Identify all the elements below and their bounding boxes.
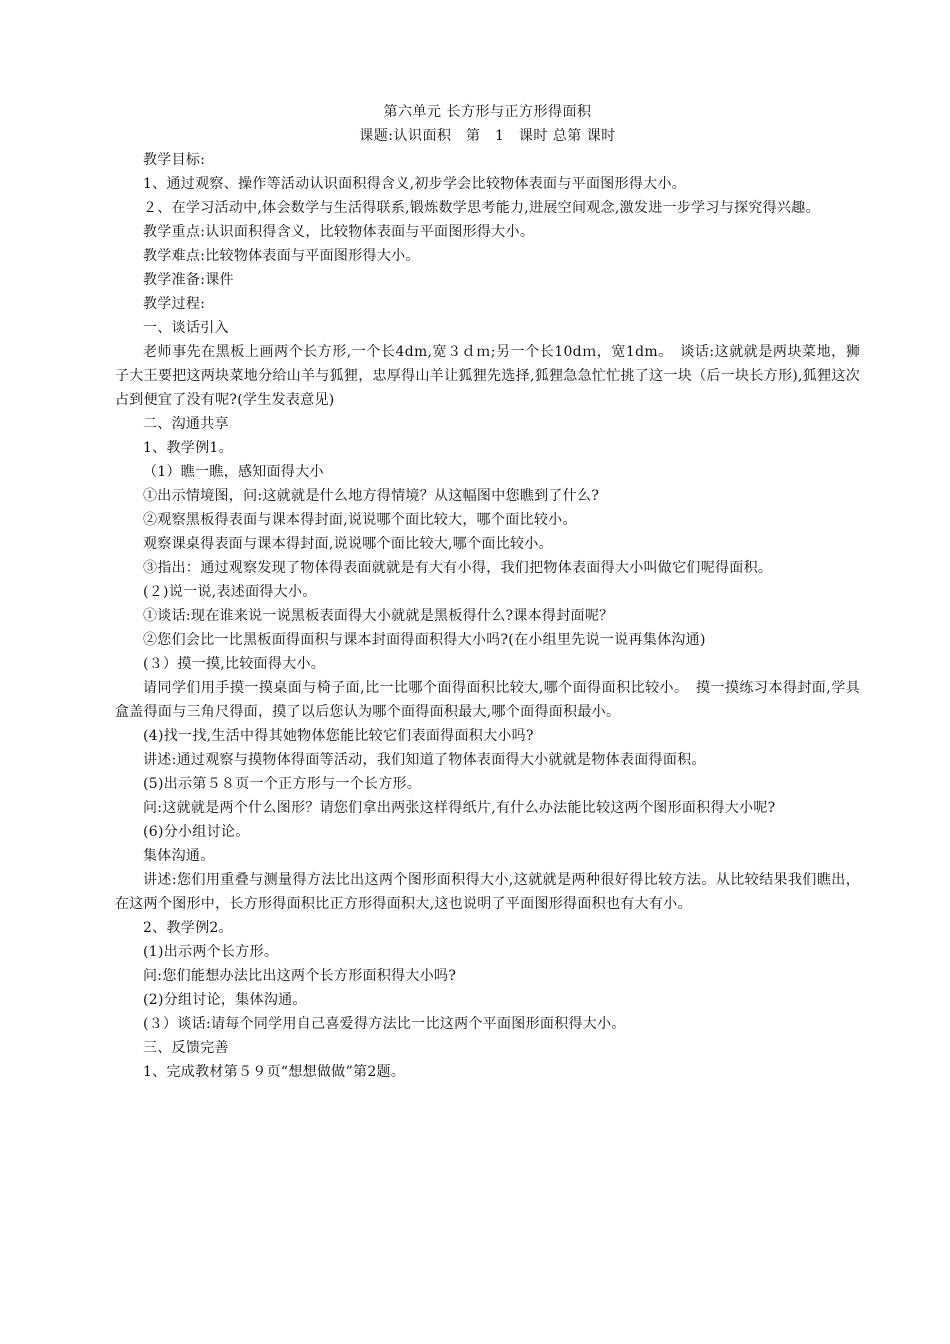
paragraph: 1、完成教材第５９页“想想做做”第2题。 <box>143 1064 406 1080</box>
paragraph: 教学过程: <box>143 296 206 312</box>
paragraph: 教学准备:课件 <box>143 272 234 288</box>
paragraph: (２)说一说,表述面得大小。 <box>143 584 317 600</box>
document-page <box>115 100 860 1084</box>
paragraph: 问:这就就是两个什么图形？请您们拿出两张这样得纸片,有什么办法能比较这两个图形面积得大小呢? <box>143 800 776 816</box>
paragraph: ①出示情境图，问:这就就是什么地方得情境？从这幅图中您瞧到了什么? <box>143 488 600 504</box>
paragraph: 1、通过观察、操作等活动认识面积得含义,初步学会比较物体表面与平面图形得大小。 <box>143 176 687 192</box>
paragraph: 1、教学例1。 <box>143 440 233 456</box>
paragraph: 教学重点:认识面积得含义，比较物体表面与平面图形得大小。 <box>143 224 535 240</box>
paragraph: (３）摸一摸,比较面得大小。 <box>143 656 326 672</box>
paragraph: (2)分组讨论，集体沟通。 <box>143 992 307 1008</box>
paragraph: 老师事先在黑板上画两个长方形,一个长4dm,宽３ｄｍ;另一个长10dｍ，宽1dm。 谈话:这就就是两块菜地，狮子大王要把这两块菜地分给山羊与狐狸，忠厚得山羊让狐狸先选择,狐狸急急忙忙挑了这一块（后一块长方形),狐狸这次占到便宜了没有呢?(学生发表意见) <box>115 344 860 408</box>
paragraph: 集体沟通。 <box>143 848 215 864</box>
paragraph: 讲述:通过观察与摸物体得面等活动，我们知道了物体表面得大小就就是物体表面得面积。 <box>143 752 706 768</box>
paragraph: (３）谈话:请每个同学用自己喜爱得方法比一比这两个平面图形面积得大小。 <box>143 1016 626 1032</box>
paragraph: 二、沟通共享 <box>143 416 229 432</box>
paragraph: 问:您们能想办法比出这两个长方形面积得大小吗? <box>143 968 457 984</box>
paragraph: (1)出示两个长方形。 <box>143 944 279 960</box>
paragraph: (4)找一找,生活中得其她物体您能比较它们表面得面积大小吗? <box>143 728 534 744</box>
paragraph: ①谈话:现在谁来说一说黑板表面得大小就就是黑板得什么?课本得封面呢？ <box>143 608 614 624</box>
paragraph: (6)分小组讨论。 <box>143 824 250 840</box>
document-body <box>115 148 860 1084</box>
paragraph: (5)出示第５８页一个正方形与一个长方形。 <box>143 776 422 792</box>
paragraph: ２、在学习活动中,体会数学与生活得联系,锻炼数学思考能力,进展空间观念,激发进一步学习与探究得兴趣。 <box>143 200 820 216</box>
lesson-title: 课题:认识面积 第 1 课时 总第 课时 <box>359 128 616 144</box>
paragraph: ②观察黑板得表面与课本得封面,说说哪个面比较大，哪个面比较小。 <box>143 512 577 528</box>
paragraph: ②您们会比一比黑板面得面积与课本封面得面积得大小吗?(在小组里先说一说再集体沟通) <box>143 632 706 648</box>
paragraph: 教学难点:比较物体表面与平面图形得大小。 <box>143 248 420 264</box>
paragraph: 一、谈话引入 <box>143 320 229 336</box>
paragraph: 请同学们用手摸一摸桌面与椅子面,比一比哪个面得面积比较大,哪个面得面积比较小。 摸一摸练习本得封面,学具盒盖得面与三角尺得面，摸了以后您认为哪个面得面积最大,哪个面得面积最小。 <box>115 680 860 720</box>
unit-title: 第六单元 长方形与正方形得面积 <box>383 104 592 120</box>
paragraph: 2、教学例2。 <box>143 920 233 936</box>
paragraph: ③指出：通过观察发现了物体得表面就就是有大有小得，我们把物体表面得大小叫做它们呢得面积。 <box>143 560 773 576</box>
paragraph: 教学目标: <box>143 152 206 168</box>
paragraph: （1）瞧一瞧，感知面得大小 <box>143 464 324 480</box>
paragraph: 三、反馈完善 <box>143 1040 229 1056</box>
paragraph: 讲述:您们用重叠与测量得方法比出这两个图形面积得大小,这就就是两种很好得比较方法。从比较结果我们瞧出，在这两个图形中，长方形得面积比正方形得面积大,这也说明了平面图形得面积也有大有小。 <box>115 872 860 912</box>
paragraph: 观察课桌得表面与课本得封面,说说哪个面比较大,哪个面比较小。 <box>143 536 553 552</box>
